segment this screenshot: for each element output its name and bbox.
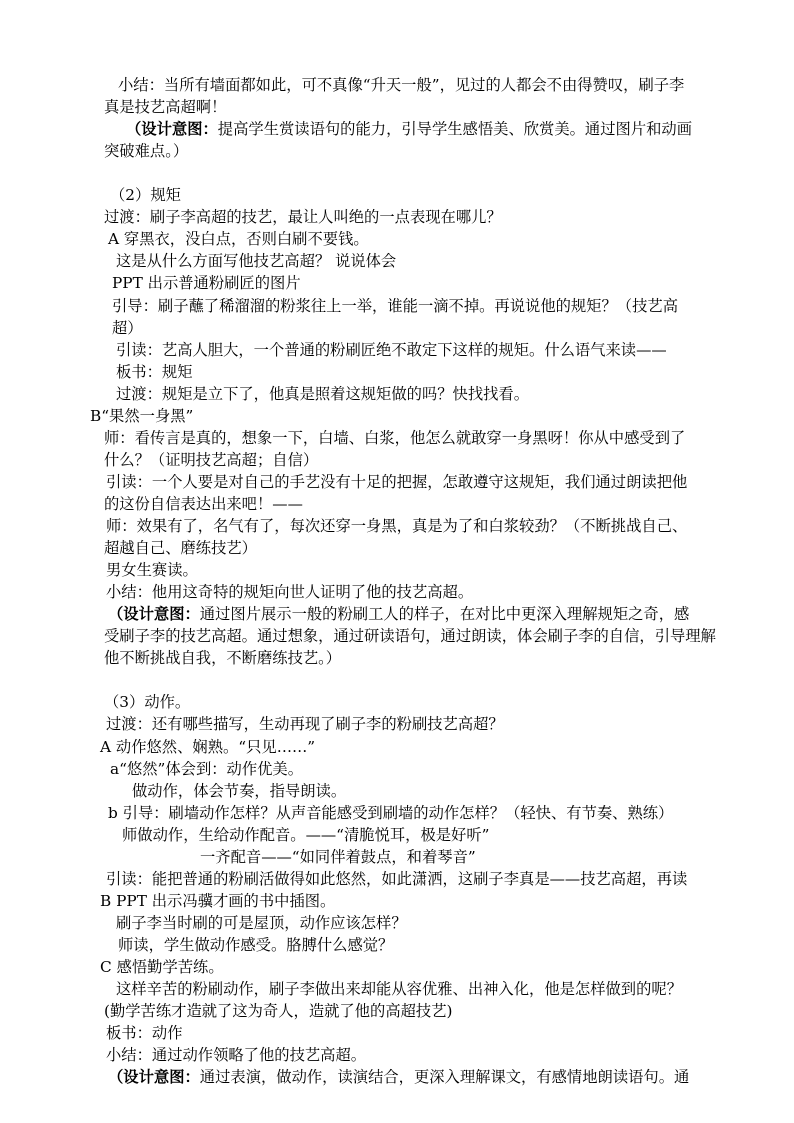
line-text: 他不断挑战自我，不断磨练技艺。） [104,649,342,668]
text-line [108,602,689,626]
text-line [104,536,257,560]
text-line [100,735,315,759]
line-text: 真是技艺高超啊！ [104,98,227,117]
text-line [104,492,303,516]
line-text: 小结：通过动作领略了他的技艺高超。 [106,1046,367,1065]
line-text: 超） [112,318,143,337]
text-line [90,404,193,428]
design-intent-label: （设计意图： [126,120,218,139]
text-line [106,1021,183,1045]
text-line [108,1065,689,1089]
line-text: 的这份自信表达出来吧！—— [104,494,303,513]
text-line [104,999,452,1023]
line-text: 板书：规矩 [116,362,193,381]
line-text: 刷子李当时刷的可是屋顶，动作应该怎样？ [116,913,407,932]
text-line [116,382,529,406]
line-text: 这样辛苦的粉刷动作，刷子李做出来却能从容优雅、出神入化，他是怎样做到的呢？ [116,980,682,999]
text-line [106,558,198,582]
line-text: 过渡：规矩是立下了，他真是照着这规矩做的吗？快找找看。 [116,384,530,403]
line-text: A 穿黑衣，没白点，否则白刷不要钱。 [108,230,369,249]
text-line [104,426,685,450]
text-line [104,205,502,229]
text-line [106,867,687,891]
line-text: 板书：动作 [106,1024,183,1043]
line-text: (勤学苦练才造就了这为奇人，造就了他的高超技艺) [104,1002,453,1021]
text-line [104,139,188,163]
text-line [118,73,684,97]
design-intent-label: （设计意图： [108,605,200,624]
line-text: 通过表演，做动作，读演结合，更深入理解课文，有感情地朗读语句。通 [199,1068,690,1087]
line-text: 引读：能把普通的粉刷活做得如此悠然，如此潇洒，这刷子李真是——技艺高超，再读 [106,869,688,888]
line-text: 过渡：刷子李高超的技艺，最让人叫绝的一点表现在哪儿？ [104,208,502,227]
text-line [116,977,682,1001]
text-line [132,779,346,803]
line-text: PPT 出示普通粉刷匠的图片 [112,274,301,293]
text-line [100,889,335,913]
text-line [104,646,341,670]
text-line [116,338,667,362]
line-text: 小结：当所有墙面都如此，可不真像“升天一般”，见过的人都会不由得赞叹，刷子李 [118,76,685,94]
design-intent-label: （设计意图： [108,1068,200,1087]
text-line [100,955,224,979]
text-line [116,249,396,273]
text-line [108,801,673,825]
text-line [106,580,473,604]
text-line [106,712,504,736]
line-text: B PPT 出示冯骥才画的书中插图。 [100,891,336,910]
line-text: 引读：艺高人胆大，一个普通的粉刷匠绝不敢定下这样的规矩。什么语气来读—— [116,340,667,359]
line-text: 受刷子李的技艺高超。通过想象，通过研读语句，通过朗读，体会刷子李的自信，引导理解 [104,627,716,646]
line-text: 过渡：还有哪些描写，生动再现了刷子李的粉刷技艺高超？ [106,715,504,734]
text-line [104,624,716,648]
line-text: A 动作悠然、娴熟。“只见……” [100,737,316,756]
text-line [106,1043,366,1067]
line-text: 超越自己、磨练技艺） [104,539,257,558]
text-line [106,514,687,538]
line-text: 什么？（证明技艺高超；自信） [104,450,319,469]
text-line [110,757,303,781]
line-text: 引导：刷子蘸了稀溜溜的粉浆往上一举，谁能一滴不掉。再说说他的规矩？（技艺高 [112,296,678,315]
text-line [110,183,181,207]
text-line [122,823,489,847]
text-line [112,316,143,340]
text-line [108,227,369,251]
text-line [116,360,193,384]
text-line [200,845,476,869]
line-text: 师做动作，生给动作配音。——“清脆悦耳，极是好听” [122,825,490,844]
line-text: 引读：一个人要是对自己的手艺没有十足的把握，怎敢遵守这规矩，我们通过朗读把他 [106,472,688,491]
line-text: 通过图片展示一般的粉刷工人的样子，在对比中更深入理解规矩之奇，感 [199,605,690,624]
line-text: 男女生赛读。 [106,561,198,580]
line-text: （3）动作。 [104,693,191,712]
line-text: a“悠然”体会到：动作优美。 [110,759,304,778]
line-text: （2）规矩 [110,186,181,205]
line-text: 做动作，体会节奏，指导朗读。 [132,781,347,800]
text-line [104,690,190,714]
text-line [104,448,318,472]
text-line [104,95,226,119]
line-text: b 引导：刷墙动作怎样？从声音能感受到刷墙的动作怎样？（轻快、有节奏、熟练） [108,803,674,822]
text-line [126,117,692,141]
text-line [112,294,678,318]
line-text: 一齐配音——“如同伴着鼓点，和着琴音” [200,847,476,866]
text-line [116,911,407,935]
line-text: 小结：他用这奇特的规矩向世人证明了他的技艺高超。 [106,583,474,602]
line-text: 师读，学生做动作感受。胳膊什么感觉？ [118,935,394,954]
line-text: 师：看传言是真的，想象一下，白墙、白浆，他怎么就敢穿一身黑呀！你从中感受到了 [104,428,686,447]
line-text: B“果然一身黑” [90,406,194,425]
line-text: 师：效果有了，名气有了，每次还穿一身黑，真是为了和白浆较劲？（不断挑战自己、 [106,517,688,535]
line-text: C 感悟勤学苦练。 [100,958,224,976]
line-text: 这是从什么方面写他技艺高超？ 说说体会 [116,252,397,271]
line-text: 提高学生赏读语句的能力，引导学生感悟美、欣赏美。通过图片和动画 [217,120,693,139]
text-line [112,271,301,295]
line-text: 突破难点。） [104,142,189,161]
text-line [118,933,393,957]
text-line [106,470,687,494]
